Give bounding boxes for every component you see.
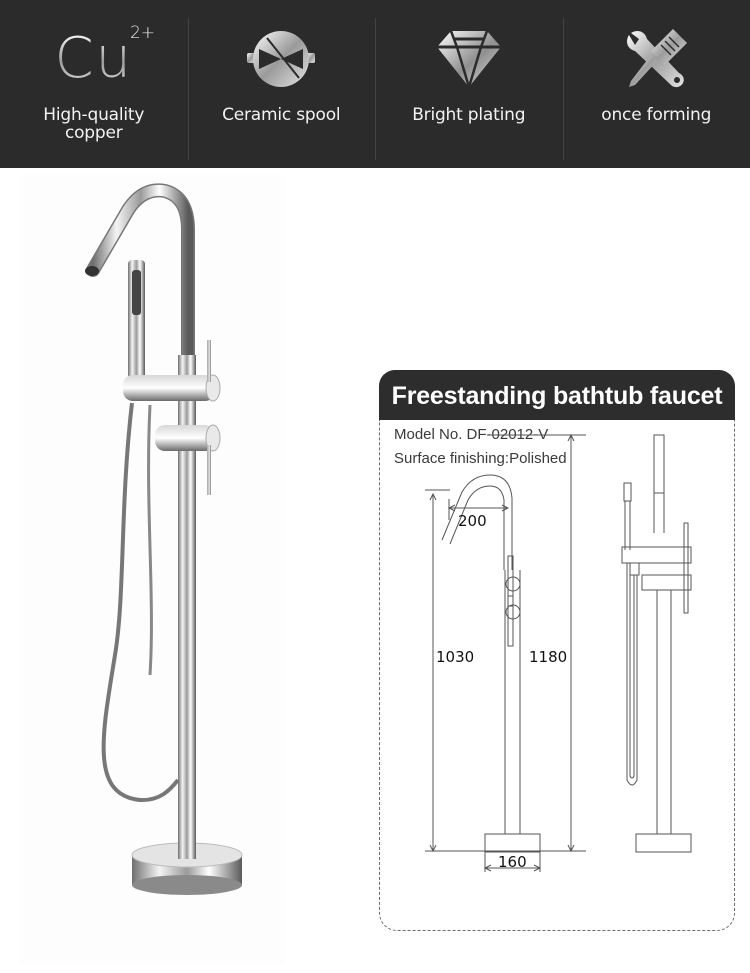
base-diameter-dimension: 160 (498, 853, 527, 871)
faucet-illustration (20, 175, 285, 965)
feature-copper (0, 0, 188, 168)
spout-height-dimension: 1030 (436, 648, 475, 666)
model-number: Model No. DF-02012-V (394, 426, 549, 443)
feature-once-forming (563, 0, 750, 168)
ceramic-spool-icon (245, 24, 317, 94)
copper-element-icon: Cu 2+ (54, 23, 156, 91)
surface-finishing: Surface finishing:Polished (394, 450, 567, 467)
feature-label: High-quality copper (43, 105, 145, 143)
feature-label: Bright plating (412, 105, 526, 125)
wrench-screwdriver-icon (623, 24, 689, 94)
diamond-icon (435, 24, 503, 94)
spec-card (379, 370, 735, 932)
feature-label: Ceramic spool (222, 105, 341, 125)
feature-band (0, 0, 750, 168)
spec-card-title: Freestanding bathtub faucet (379, 370, 735, 420)
feature-label: once forming (601, 105, 712, 125)
spec-card-body (379, 420, 735, 931)
feature-ceramic-spool (188, 0, 376, 168)
spout-reach-dimension: 200 (458, 512, 487, 530)
total-height-dimension: 1180 (529, 648, 568, 666)
product-photo (20, 175, 285, 965)
technical-drawing (380, 420, 734, 930)
feature-bright-plating (375, 0, 563, 168)
